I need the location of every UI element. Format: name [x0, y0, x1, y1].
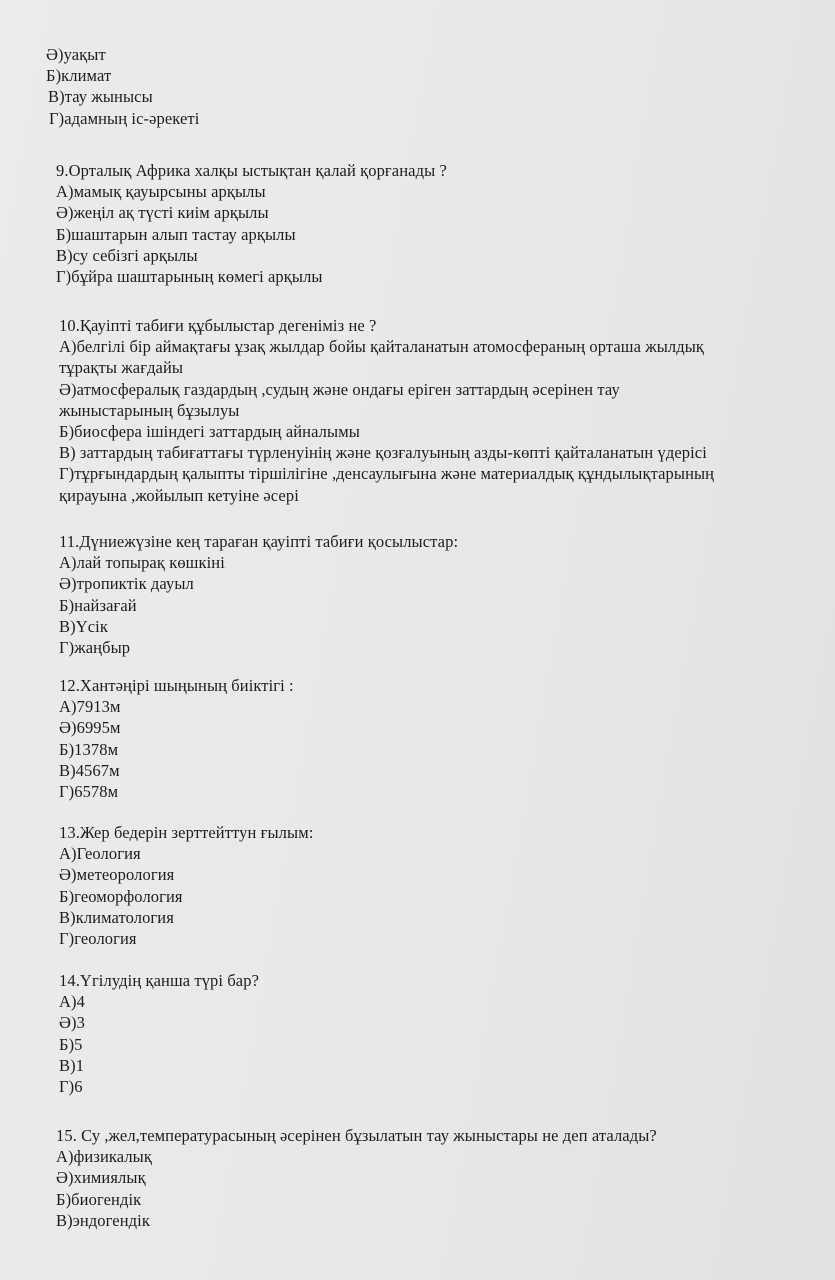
answer-option: Б)найзағай [59, 595, 137, 615]
answer-option: Ә)атмосфералық газдардың ,судың және ондағы еріген заттардың әсерінен тау [59, 379, 620, 399]
question-text: 13.Жер бедерін зерттейттун ғылым: [59, 823, 314, 842]
answer-option: Г)6578м [59, 782, 119, 802]
answer-option: Б)шаштарын алып тастау арқылы [56, 224, 296, 244]
answer-option: А)белгілі бір аймақтағы ұзақ жылдар бойы қайталанатын атомосфераның орташа жылдық [59, 337, 705, 357]
question-text: 14.Үгілудің қанша түрі бар? [59, 971, 260, 990]
question-text: 12.Хантәңірі шыңының биіктігі : [59, 676, 294, 695]
answer-option: Б)климат [46, 66, 112, 86]
question-text: 10.Қауіпті табиғи құбылыстар дегеніміз не ? [59, 316, 377, 335]
question-12 [59, 675, 294, 802]
question-15 [56, 1125, 657, 1231]
answer-option: В)эндогендік [56, 1210, 150, 1230]
answer-option: В)1 [59, 1055, 85, 1075]
answer-option: Г)жаңбыр [59, 638, 131, 658]
answer-option: Г)адамның іс-әрекеті [49, 108, 200, 128]
answer-option: Б)биогендік [56, 1189, 142, 1209]
question-text: 11.Дүниежүзіне кең тараған қауіпті табиғи қосылыстар: [59, 532, 459, 551]
question-text: 15. Су ,жел,температурасының әсерінен бұзылатын тау жыныстары не деп аталады? [56, 1126, 657, 1145]
answer-option: Г)6 [59, 1077, 83, 1097]
answer-option: А)4 [59, 992, 85, 1012]
question-13 [59, 822, 313, 949]
answer-option: А)лай топырақ көшкіні [59, 553, 225, 573]
answer-option: Г)тұрғындардың қалыпты тіршілігіне ,денсаулығына және материалдық құндылықтарының [59, 464, 715, 484]
answer-option: Г)бұйра шаштарының көмегі арқылы [56, 267, 323, 287]
answer-option: Ә)тропиктік дауыл [59, 574, 194, 594]
answer-option-continuation: қирауына ,жойылып кетуіне әсері [59, 485, 299, 505]
question-10 [59, 315, 714, 506]
question-9 [56, 160, 447, 287]
answer-option: Б)1378м [59, 739, 119, 759]
answer-option: Ә)метеорология [59, 865, 175, 885]
answer-option: Г)геология [59, 929, 137, 949]
answer-option-continuation: жыныстарының бұзылуы [59, 400, 240, 420]
answer-option: А)7913м [59, 697, 121, 717]
question-11 [59, 531, 458, 658]
answer-option: А)мамық қауырсыны арқылы [56, 182, 266, 202]
answer-option: Ә)химиялық [56, 1168, 146, 1188]
answer-option: Ә)6995м [59, 718, 121, 738]
answer-option: В)Үсік [59, 616, 108, 636]
answer-option: Б)биосфера ішіндегі заттардың айналымы [59, 422, 360, 442]
answer-option: В)4567м [59, 760, 120, 780]
answer-option: В)су себізгі арқылы [56, 245, 198, 265]
answer-option: Ә)3 [59, 1013, 85, 1033]
answer-option: А)Геология [59, 844, 141, 864]
answer-option-continuation: тұрақты жағдайы [59, 358, 184, 378]
answer-option: А)физикалық [56, 1147, 152, 1167]
question-text: 9.Орталық Африка халқы ыстықтан қалай қорғанады ? [56, 161, 447, 180]
question-8-tail [46, 44, 199, 129]
answer-option: Ә)уақыт [46, 45, 106, 64]
question-14 [59, 970, 259, 1097]
answer-option: Ә)жеңіл ақ түсті киім арқылы [56, 203, 269, 223]
answer-option: В)климатология [59, 907, 174, 927]
answer-option: В)тау жынысы [48, 87, 153, 107]
answer-option: Б)геоморфология [59, 886, 183, 906]
answer-option: В) заттардың табиғаттағы түрленуінің және қозғалуының азды-көпті қайталанатын үдерісі [59, 443, 707, 463]
answer-option: Б)5 [59, 1034, 83, 1054]
